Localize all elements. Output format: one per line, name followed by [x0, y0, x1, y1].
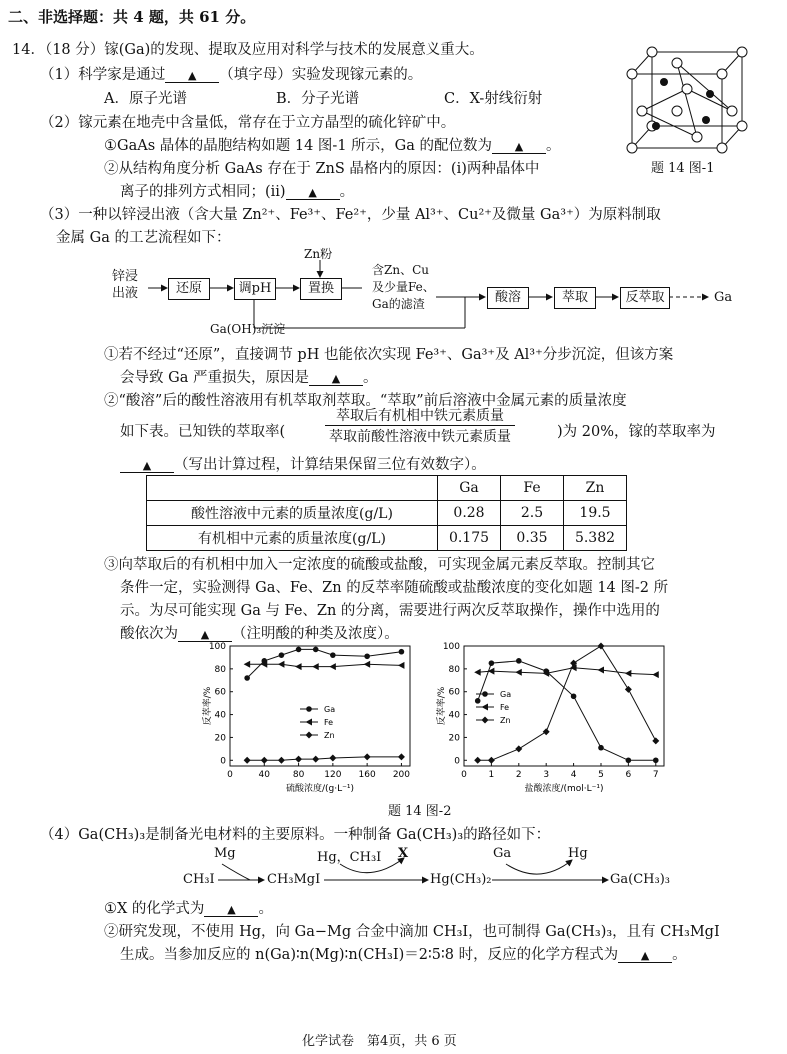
legend-label: Fe: [500, 703, 510, 712]
q14-part2: （2）镓元素在地壳中含量低，常存在于立方晶型的硫化锌矿中。: [40, 115, 456, 131]
x-tick-label: 3: [543, 770, 550, 780]
data-point-zn: [515, 745, 522, 752]
data-point-zn: [364, 753, 371, 760]
q14-intro: 14．（18 分）镓(Ga)的发现、提取及应用对科学与技术的发展意义重大。: [12, 42, 484, 58]
data-point-zn: [597, 643, 604, 650]
data-point-ga: [516, 658, 522, 664]
q14-part1: （1）科学家是通过 ▲ （填字母）实验发现镓元素的。: [40, 67, 423, 83]
q14-part3-2b: 如下表。已知铁的萃取率(: [120, 424, 286, 440]
x-tick-label: 7: [652, 770, 659, 780]
data-point-fe: [652, 671, 659, 678]
data-point-ga: [626, 757, 632, 763]
data-point-zn: [488, 757, 495, 764]
route-ch3mgi: CH₃MgI: [267, 872, 321, 887]
y-tick-label: 60: [214, 687, 226, 698]
data-point-zn: [474, 757, 481, 764]
legend-marker: [482, 717, 489, 724]
q14-part4: （4）Ga(CH₃)₃是制备光电材料的主要原料。一种制备 Ga(CH₃)₃的路径如下：: [40, 827, 551, 843]
answer-blank[interactable]: ▲: [492, 140, 546, 154]
chart-hydrochloric-acid: [420, 640, 680, 800]
x-tick-label: 120: [324, 770, 342, 780]
route-hgch3: Hg(CH₃)₂: [430, 872, 492, 887]
legend-label: Zn: [324, 731, 335, 740]
data-point-fe: [278, 661, 285, 668]
flow-step-strip: 反萃取: [620, 287, 670, 309]
flow-step-reduce: 还原: [168, 278, 210, 300]
x-tick-label: 6: [625, 770, 632, 780]
route-mg: Mg: [214, 846, 236, 861]
route-ga: Ga: [493, 846, 512, 861]
legend-marker: [306, 706, 312, 712]
extraction-fraction: 萃取后有机相中铁元素质量 萃取前酸性溶液中铁元素质量: [325, 405, 515, 446]
x-tick-label: 0: [461, 770, 467, 780]
flow-end: Ga: [714, 290, 733, 305]
series-line-zn: [247, 757, 401, 760]
data-point-fe: [244, 661, 251, 668]
y-tick-label: 80: [448, 664, 460, 675]
q14-part3-3b: 条件一定，实验测得 Ga、Fe、Zn 的反萃率随硫酸或盐酸浓度的变化如题 14 图-2 所: [120, 580, 669, 596]
legend-marker: [306, 732, 313, 739]
answer-blank[interactable]: ▲: [618, 949, 672, 963]
data-point-fe: [625, 670, 632, 677]
answer-blank[interactable]: ▲: [165, 69, 219, 83]
q14-part2-2b: 离子的排列方式相同；(ⅱ) ▲ 。: [120, 184, 355, 200]
data-point-ga: [364, 653, 370, 659]
section-title: 二、非选择题：共 4 题，共 61 分。: [8, 8, 256, 26]
y-tick-label: 100: [442, 642, 460, 652]
x-tick-label: 80: [292, 770, 305, 780]
data-point-ga: [475, 698, 481, 704]
route-hg: Hg: [568, 846, 588, 861]
data-point-ga: [653, 757, 659, 763]
data-point-zn: [543, 728, 550, 735]
fig2-caption: 题 14 图-2: [388, 804, 452, 819]
fig1-caption: 题 14 图-1: [651, 161, 715, 176]
legend-marker: [482, 691, 488, 697]
q14-part3-3: ③向萃取后的有机相中加入一定浓度的硫酸或盐酸，可实现金属元素反萃取。控制其它: [104, 557, 655, 573]
series-line-ga: [247, 649, 401, 678]
table-row: 有机相中元素的质量浓度(g/L) 0.175 0.35 5.382: [147, 526, 627, 551]
flow-start: 锌浸 出液: [112, 269, 139, 301]
data-point-zn: [398, 753, 405, 760]
flow-step-extract: 萃取: [554, 287, 596, 309]
data-point-ga: [330, 652, 336, 658]
data-point-fe: [295, 663, 302, 670]
x-tick-label: 2: [515, 770, 522, 780]
table-row: 酸性溶液中元素的质量浓度(g/L) 0.28 2.5 19.5: [147, 501, 627, 526]
data-point-zn: [652, 737, 659, 744]
answer-blank[interactable]: ▲: [286, 186, 340, 200]
q14-part3-2c: ▲ （写出计算过程，计算结果保留三位有效数字）。: [120, 453, 486, 474]
data-point-zn: [261, 757, 268, 764]
y-tick-label: 40: [448, 710, 460, 721]
q14-part3-3c: 示。为尽可能实现 Ga 与 Fe、Zn 的分离，需要进行两次反萃取操作，操作中选用的: [120, 603, 660, 619]
data-point-ga: [399, 649, 405, 655]
q14-part3-2: ②“酸溶”后的酸性溶液用有机萃取剂萃取。“萃取”前后溶液中金属元素的质量浓度: [104, 393, 627, 409]
q14-part4-2: ②研究发现，不使用 Hg，向 Ga−Mg 合金中滴加 CH₃I，也可制得 Ga(CH₃)₃，且有 CH₃MgI: [104, 924, 720, 940]
flow-zn-powder: Zn粉: [304, 247, 333, 261]
y-tick-label: 40: [214, 710, 226, 721]
x-axis-label: 盐酸浓度/(mol·L⁻¹): [524, 784, 604, 794]
q14-part4-1: ①X 的化学式为 ▲ 。: [104, 901, 273, 917]
x-tick-label: 0: [227, 770, 233, 780]
option-a: A．原子光谱: [104, 91, 187, 107]
data-point-fe: [474, 669, 481, 676]
route-ch3i: CH₃I: [183, 872, 215, 887]
y-tick-label: 20: [214, 733, 226, 744]
data-point-fe: [312, 663, 319, 670]
y-axis-label: 反萃率/%: [203, 686, 213, 726]
answer-blank[interactable]: ▲: [204, 903, 258, 917]
flow-step-dissolve: 酸溶: [487, 287, 529, 309]
x-tick-label: 1: [488, 770, 495, 780]
flow-step-replace: 置换: [300, 278, 342, 300]
data-point-ga: [489, 660, 495, 666]
q14-part4-2b: 生成。当参加反应的 n(Ga)∶n(Mg)∶n(CH₃I)＝2∶5∶8 时，反应的化学方程式为 ▲ 。: [120, 947, 687, 963]
concentration-table: [146, 475, 627, 551]
x-tick-label: 4: [570, 770, 577, 780]
legend-label: Fe: [324, 718, 334, 727]
route-product: Ga(CH₃)₃: [610, 872, 670, 887]
legend-marker: [482, 704, 489, 711]
chart-sulfuric-acid: [200, 640, 420, 800]
data-point-ga: [244, 675, 250, 681]
q14-part3-1b: 会导致 Ga 严重损失，原因是 ▲ 。: [120, 370, 378, 386]
table-header-row: Ga Fe Zn: [147, 476, 627, 501]
series-line-fe: [247, 664, 401, 666]
page-footer: 化学试卷 第4页，共 6 页: [302, 1034, 457, 1049]
data-point-ga: [571, 693, 577, 699]
x-tick-label: 200: [392, 770, 411, 780]
y-tick-label: 0: [220, 756, 226, 767]
flow-precip: Ga(OH)₃沉淀: [210, 322, 286, 336]
q14-part2-2: ②从结构角度分析 GaAs 存在于 ZnS 晶格内的原因：(ⅰ)两种晶体中: [104, 161, 540, 177]
legend-marker: [306, 719, 313, 726]
flow-arrows: [140, 250, 740, 340]
data-point-fe: [597, 667, 604, 674]
x-tick-label: 160: [358, 770, 376, 780]
q14-part3-3d: 酸依次为 ▲ （注明酸的种类及浓度）。: [120, 626, 399, 642]
flow-residue: 含Zn、Cu 及少量Fe、 Ga的滤渣: [372, 263, 435, 311]
data-point-ga: [598, 745, 604, 751]
y-tick-label: 100: [208, 642, 226, 652]
q14-part3-2b-post: )为 20%，镓的萃取率为: [557, 424, 716, 440]
y-tick-label: 80: [214, 664, 226, 675]
legend-label: Zn: [500, 716, 511, 725]
route-x: X: [398, 846, 409, 861]
data-point-zn: [625, 686, 632, 693]
answer-blank[interactable]: ▲: [120, 459, 174, 473]
data-point-zn: [312, 756, 319, 763]
data-point-zn: [329, 755, 336, 762]
data-point-fe: [329, 663, 336, 670]
x-tick-label: 40: [258, 770, 271, 780]
answer-blank[interactable]: ▲: [309, 372, 363, 386]
y-tick-label: 60: [448, 687, 460, 698]
data-point-fe: [515, 669, 522, 676]
q14-part3-1: ①若不经过“还原”，直接调节 pH 也能依次实现 Fe³⁺、Ga³⁺及 Al³⁺分步沉淀，但该方案: [104, 347, 674, 363]
data-point-zn: [244, 757, 251, 764]
data-point-ga: [313, 647, 319, 653]
route-arrows: [180, 850, 620, 890]
unit-cell-figure: [616, 44, 762, 154]
data-point-fe: [398, 662, 405, 669]
y-axis-label: 反萃率/%: [437, 686, 447, 726]
y-tick-label: 20: [448, 733, 460, 744]
q14-part2-1: ①GaAs 晶体的晶胞结构如题 14 图-1 所示，Ga 的配位数为 ▲ 。: [104, 138, 561, 154]
legend-label: Ga: [324, 705, 336, 714]
data-point-ga: [279, 652, 285, 658]
data-point-ga: [296, 647, 302, 653]
data-point-zn: [278, 757, 285, 764]
route-hg-ch3i: Hg，CH₃I: [317, 850, 382, 865]
x-axis-label: 硫酸浓度/(g·L⁻¹): [285, 784, 355, 794]
flow-step-ph: 调pH: [234, 278, 276, 300]
x-tick-label: 5: [598, 770, 604, 780]
y-tick-label: 0: [454, 756, 460, 767]
option-b: B．分子光谱: [276, 91, 360, 107]
legend-label: Ga: [500, 690, 512, 699]
data-point-fe: [364, 661, 371, 668]
data-point-zn: [295, 756, 302, 763]
option-c: C．X-射线衍射: [444, 91, 543, 107]
q14-part3: （3）一种以锌浸出液（含大量 Zn²⁺、Fe³⁺、Fe²⁺，少量 Al³⁺、Cu²⁺及微量 Ga³⁺）为原料制取: [40, 207, 661, 223]
q14-part3b: 金属 Ga 的工艺流程如下：: [56, 230, 231, 246]
answer-blank[interactable]: ▲: [178, 628, 232, 642]
